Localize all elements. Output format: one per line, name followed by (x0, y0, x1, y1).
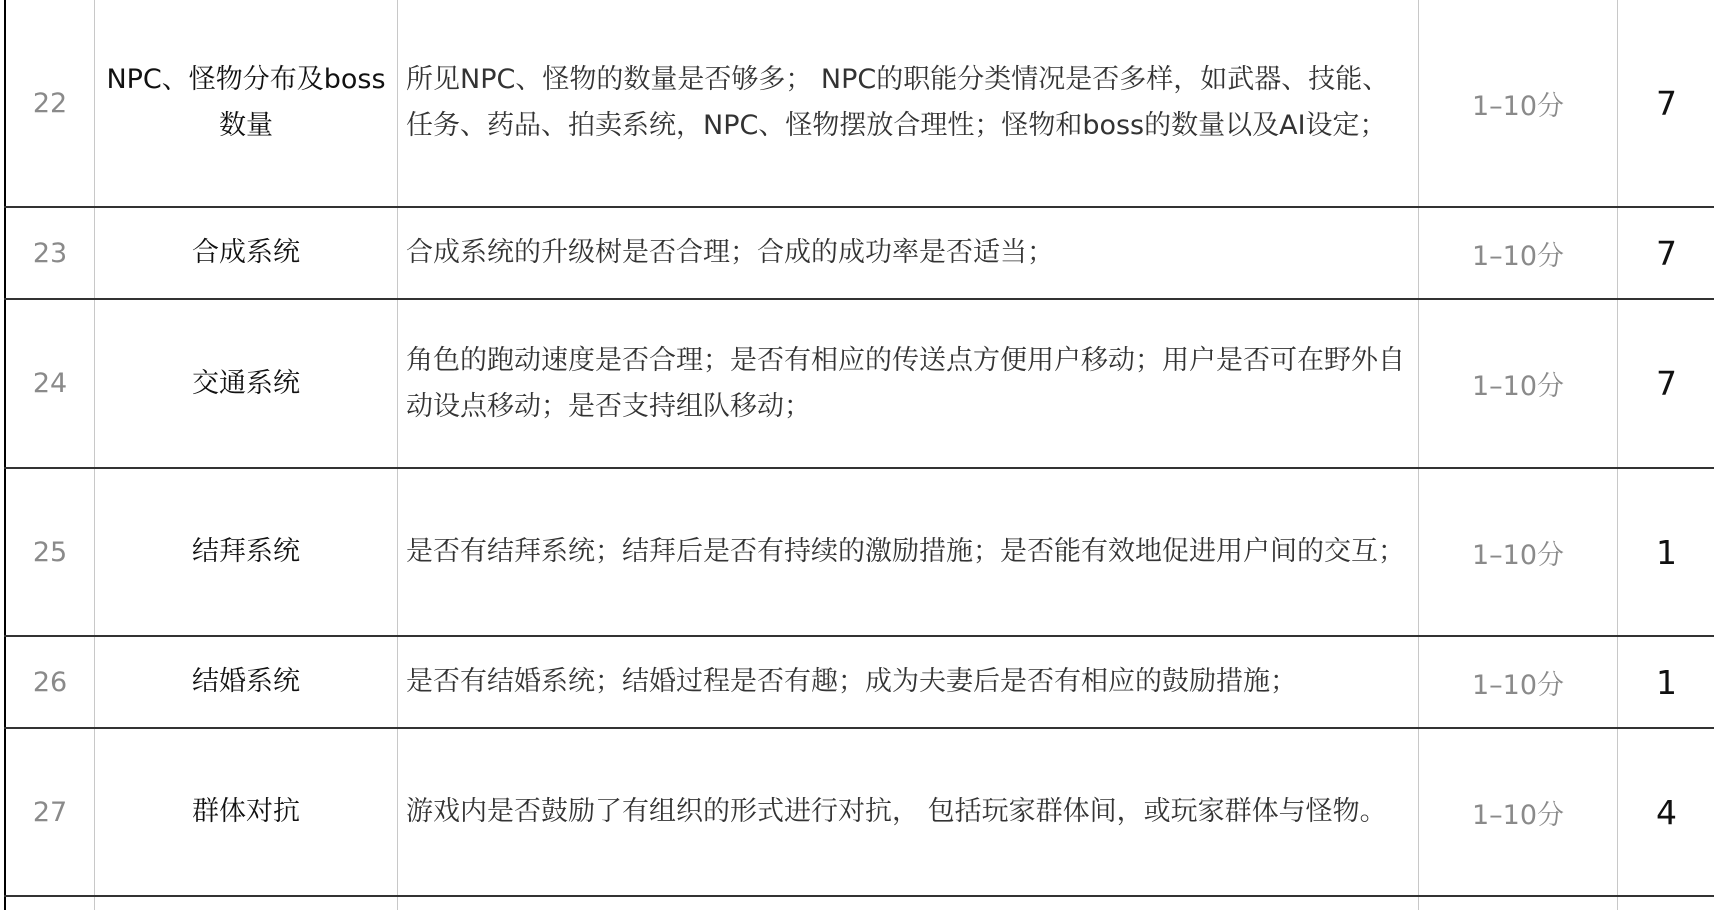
item-description: 是否有结婚系统；结婚过程是否有趣；成为夫妻后是否有相应的鼓励措施； (398, 636, 1419, 728)
row-number: 25 (5, 468, 95, 636)
score-value: 1 (1618, 636, 1714, 728)
item-description: 所见NPC、怪物的数量是否够多； NPC的职能分类情况是否多样，如武器、技能、任务、药品、拍卖系统，NPC、怪物摆放合理性；怪物和boss的数量以及AI设定； (398, 0, 1419, 207)
item-name-empty (95, 896, 398, 910)
item-description: 角色的跑动速度是否合理；是否有相应的传送点方便用户移动；用户是否可在野外自动设点移动；是否支持组队移动； (398, 299, 1419, 468)
item-name: 结婚系统 (95, 636, 398, 728)
item-name: 结拜系统 (95, 468, 398, 636)
row-number: 22 (5, 0, 95, 207)
row-number: 27 (5, 728, 95, 896)
score-range-empty (1419, 896, 1618, 910)
item-name: 合成系统 (95, 207, 398, 299)
item-name: NPC、怪物分布及boss数量 (95, 0, 398, 207)
item-description: 是否有结拜系统；结拜后是否有持续的激励措施；是否能有效地促进用户间的交互； (398, 468, 1419, 636)
row-number: 26 (5, 636, 95, 728)
table-row (5, 0, 1714, 207)
table-row (5, 728, 1714, 896)
table-row-partial (5, 896, 1714, 910)
row-number: 24 (5, 299, 95, 468)
item-description: 游戏内是否鼓励了有组织的形式进行对抗， 包括玩家群体间，或玩家群体与怪物。 (398, 728, 1419, 896)
item-name: 群体对抗 (95, 728, 398, 896)
score-range: 1–10分 (1419, 468, 1618, 636)
row-number: 23 (5, 207, 95, 299)
score-value: 7 (1618, 299, 1714, 468)
row-number-empty (5, 896, 95, 910)
score-value: 4 (1618, 728, 1714, 896)
table-row (5, 207, 1714, 299)
score-range: 1–10分 (1419, 299, 1618, 468)
item-description: 合成系统的升级树是否合理；合成的成功率是否适当； (398, 207, 1419, 299)
score-range: 1–10分 (1419, 636, 1618, 728)
score-value: 7 (1618, 0, 1714, 207)
score-range: 1–10分 (1419, 0, 1618, 207)
item-name: 交通系统 (95, 299, 398, 468)
table-row (5, 299, 1714, 468)
score-value: 7 (1618, 207, 1714, 299)
evaluation-table (4, 0, 1714, 910)
score-value-empty (1618, 896, 1714, 910)
item-description-empty (398, 896, 1419, 910)
score-range: 1–10分 (1419, 207, 1618, 299)
table-row (5, 636, 1714, 728)
table-row (5, 468, 1714, 636)
score-range: 1–10分 (1419, 728, 1618, 896)
score-value: 1 (1618, 468, 1714, 636)
